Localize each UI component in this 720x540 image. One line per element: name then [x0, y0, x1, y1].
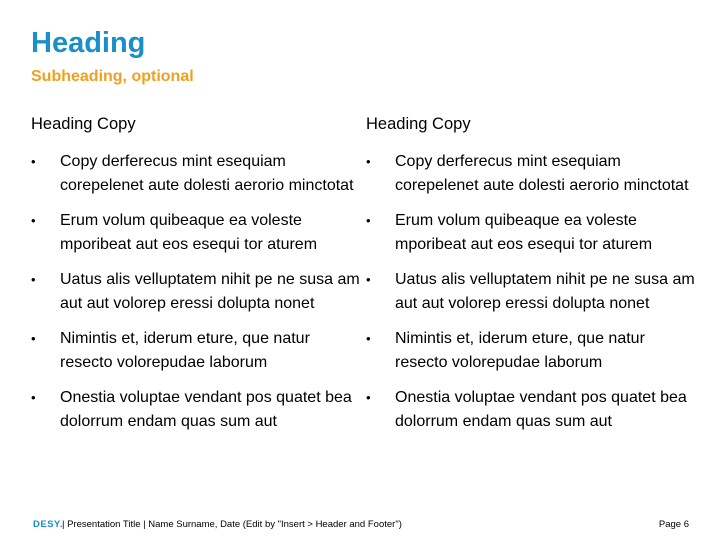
list-item [31, 150, 361, 198]
slide-footer [33, 518, 689, 532]
list-item [366, 150, 696, 198]
list-item [366, 268, 696, 316]
page-number: Page 6 [658, 519, 689, 530]
list-item [31, 386, 361, 434]
bullet-icon: • [31, 213, 36, 228]
bullet-icon: • [366, 390, 371, 405]
bullet-text: Onestia voluptae vendant pos quatet bea dolorrum endam quas sum aut [60, 389, 352, 430]
bullet-icon: • [31, 331, 36, 346]
list-item [31, 268, 361, 316]
bullet-text: Uatus alis velluptatem nihit pe ne susa am aut aut volorep eressi dolupta nonet [395, 271, 695, 312]
bullet-text: Erum volum quibeaque ea voleste mporibeat aut eos esequi tor aturem [395, 212, 653, 253]
right-bullet-list [366, 150, 696, 434]
right-column-heading: Heading Copy [366, 115, 471, 133]
list-item [31, 209, 361, 257]
list-item [366, 327, 696, 375]
left-column [31, 114, 361, 445]
bullet-text: Uatus alis velluptatem nihit pe ne susa am aut aut volorep eressi dolupta nonet [60, 271, 360, 312]
bullet-icon: • [366, 154, 371, 169]
slide-subtitle: Subheading, optional [31, 68, 194, 85]
bullet-text: Nimintis et, iderum eture, que natur resecto volorepudae laborum [60, 330, 310, 371]
bullet-text: Copy derferecus mint esequiam corepelenet aute dolesti aerorio minctotat [395, 153, 689, 194]
bullet-text: Copy derferecus mint esequiam corepelenet aute dolesti aerorio minctotat [60, 153, 354, 194]
bullet-icon: • [366, 272, 371, 287]
bullet-icon: • [31, 154, 36, 169]
desy-logo: DESY. [33, 519, 63, 530]
bullet-text: Erum volum quibeaque ea voleste mporibeat aut eos esequi tor aturem [60, 212, 318, 253]
list-item [31, 327, 361, 375]
bullet-text: Onestia voluptae vendant pos quatet bea dolorrum endam quas sum aut [395, 389, 687, 430]
right-column [366, 114, 696, 445]
bullet-icon: • [366, 331, 371, 346]
bullet-icon: • [366, 213, 371, 228]
left-bullet-list [31, 150, 361, 434]
list-item [366, 209, 696, 257]
list-item [366, 386, 696, 434]
footer-text: | Presentation Title | Name Surname, Date (Edit by "Insert > Header and Footer") [62, 519, 402, 530]
bullet-icon: • [31, 272, 36, 287]
bullet-icon: • [31, 390, 36, 405]
slide-title: Heading [31, 27, 146, 59]
bullet-text: Nimintis et, iderum eture, que natur resecto volorepudae laborum [395, 330, 645, 371]
left-column-heading: Heading Copy [31, 115, 136, 133]
